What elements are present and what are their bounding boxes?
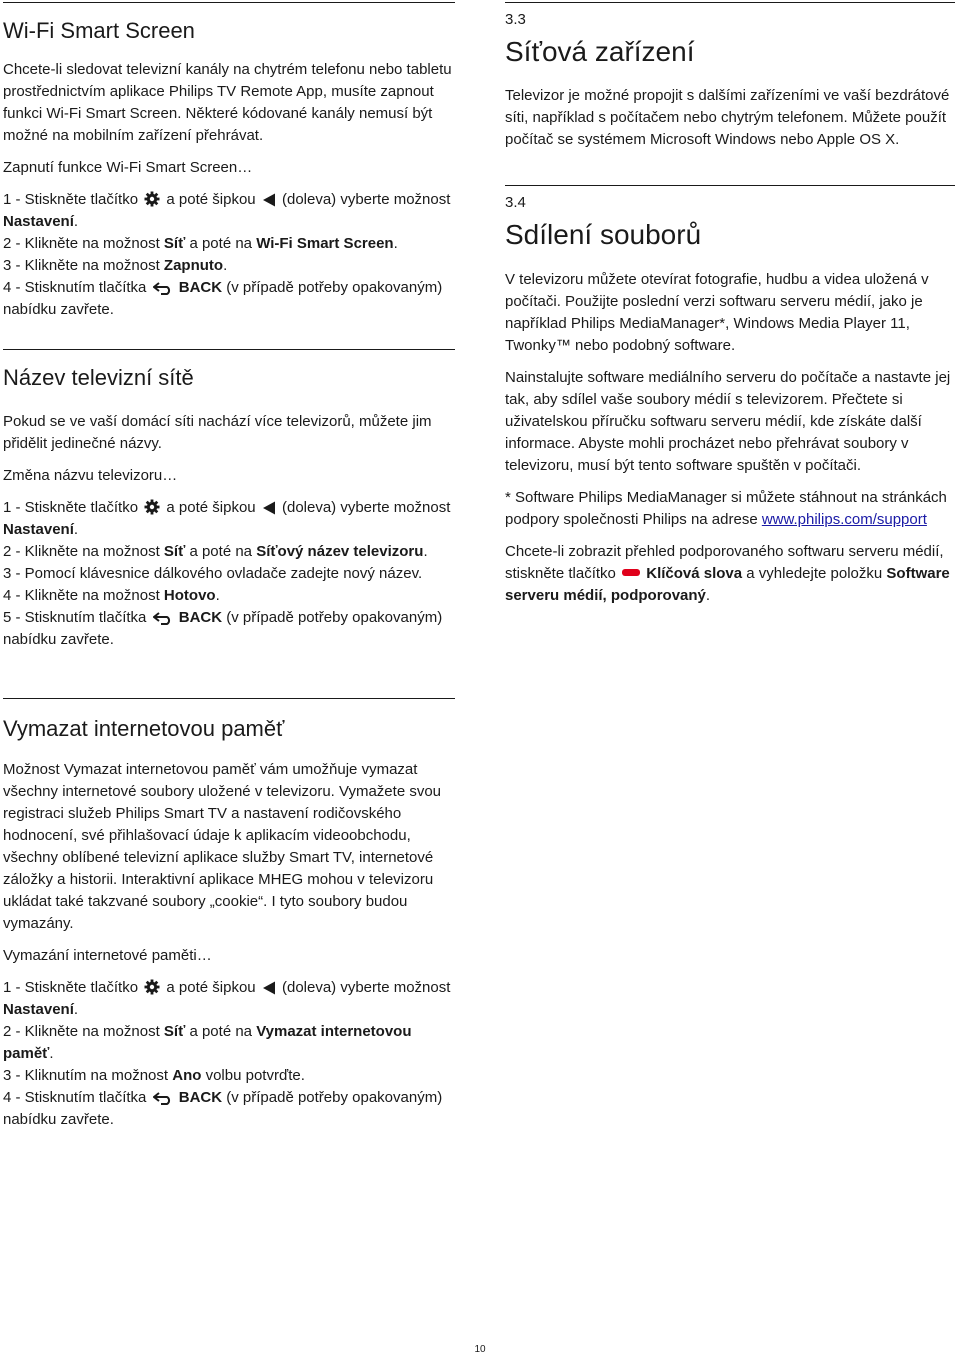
clear-memory-section: [3, 698, 455, 1131]
section-title-file-sharing: Sdílení souborů: [505, 218, 702, 250]
page-number: 10: [474, 1344, 486, 1355]
section-title-tv-name: Název televizní sítě: [3, 364, 194, 390]
sharing-p1: V televizoru můžete otevírat fotografie, hudbu a videa uložená v počítači. Použijte poslední verzi softwaru serveru médií, jako je například Philips MediaManager*, Windows Media Player 11, Twonky™ nebo podobný software.: [505, 271, 929, 355]
divider: [505, 185, 955, 186]
divider: [505, 2, 955, 3]
wifi-intro: Chcete-li sledovat televizní kanály na chytrém telefonu nebo tabletu prostřednictvím aplikace Philips TV Remote App, musíte zapnout funkci Wi-Fi Smart Screen. Některé kódované kanály nemusí být možné na mobilním zařízení přehrávat.: [3, 60, 452, 144]
red-key-icon: [622, 569, 640, 576]
support-link[interactable]: www.philips.com/support: [761, 511, 927, 529]
wifi-subheading: Zapnutí funkce Wi-Fi Smart Screen…: [3, 158, 253, 176]
devices-body: Televizor je možné propojit s dalšími zařízeními ve vaší bezdrátové síti, například s počítačem nebo chytrým telefonem. Můžete použít počítač se systémem Microsoft Windows nebo Apple OS X.: [505, 86, 950, 148]
sharing-p2: Nainstalujte software mediálního serveru do počítače a nastavte jej tak, aby sdílel vaše soubory médií s televizorem. Přečtete si uživatelskou příručku softwaru serveru médií, kde získáte další informace. Abyste mohli procházet nebo přehrávat soubory v televizoru, musí být tento software spuštěn v počítači.: [505, 369, 951, 475]
sharing-p4: Chcete-li zobrazit přehled podporovaného softwaru serveru médií, stiskněte tlačítko Klíčová slova a vyhledejte položku Software serveru médií, podporovaný.: [505, 543, 950, 605]
clear-intro: Možnost Vymazat internetovou paměť vám umožňuje vymazat všechny internetové soubory uložené v televizoru. Vymažete svou registraci služeb Philips Smart TV a nastavení rodičovského hodnocení, své přihlašovací údaje k aplikacím videoobchodu, všechny oblíbené televizní aplikace služby Smart TV, internetové záložky a historii. Interaktivní aplikace MHEG mohou v televizoru ukládat také takzvané soubory „cookie“. I tyto soubory budou vymazány.: [3, 760, 442, 932]
gear-icon: [144, 979, 160, 995]
sharing-p3: * Software Philips MediaManager si můžete stáhnout na stránkách podpory společnosti Philips na adrese www.philips.com/support: [505, 489, 947, 529]
back-icon: [153, 611, 173, 625]
arrow-left-icon: [262, 193, 276, 207]
section-number: 3.4: [505, 193, 526, 211]
left-column: [3, 0, 455, 651]
divider: [3, 698, 455, 699]
arrow-left-icon: [262, 981, 276, 995]
section-number: 3.3: [505, 11, 526, 28]
gear-icon: [144, 191, 160, 207]
tvname-intro: Pokud se ve vaší domácí síti nachází více televizorů, můžete jim přidělit jedinečné názvy.: [3, 413, 432, 452]
clear-subheading: Vymazání internetové paměti…: [3, 946, 212, 964]
divider: [3, 2, 455, 3]
back-icon: [153, 281, 173, 295]
divider: [3, 349, 455, 350]
tvname-subheading: Změna názvu televizoru…: [3, 467, 178, 484]
tvname-steps: 1 - Stiskněte tlačítko a poté šipkou (doleva) vyberte možnost Nastavení. 2 - Klikněte na možnost Síť a poté na Síťový název televizoru. 3 - Pomocí klávesnice dálkového ovladače zadejte nový název. 4 - Klikněte na možnost Hotovo. 5 - Stisknutím tlačítka BACK (v případě potřeby opakovaným) nabídku zavřete.: [3, 499, 451, 648]
section-title-wifi: Wi-Fi Smart Screen: [3, 18, 195, 43]
arrow-left-icon: [262, 501, 276, 515]
wifi-steps: 1 - Stiskněte tlačítko a poté šipkou (doleva) vyberte možnost Nastavení. 2 - Klikněte na možnost Síť a poté na Wi-Fi Smart Screen. 3 - Klikněte na možnost Zapnuto. 4 - Stisknutím tlačítka BACK (v případě potřeby opakovaným) nabídku zavřete.: [3, 190, 451, 318]
right-column: [505, 0, 955, 607]
clear-steps: 1 - Stiskněte tlačítko a poté šipkou (doleva) vyberte možnost Nastavení. 2 - Klikněte na možnost Síť a poté na Vymazat internetovou paměť. 3 - Kliknutím na možnost Ano volbu potvrďte. 4 - Stisknutím tlačítka BACK (v případě potřeby opakovaným) nabídku zavřete.: [3, 978, 451, 1128]
section-title-network-devices: Síťová zařízení: [505, 36, 695, 67]
gear-icon: [144, 499, 160, 515]
back-icon: [153, 1091, 173, 1105]
section-title-clear-memory: Vymazat internetovou paměť: [3, 716, 285, 741]
